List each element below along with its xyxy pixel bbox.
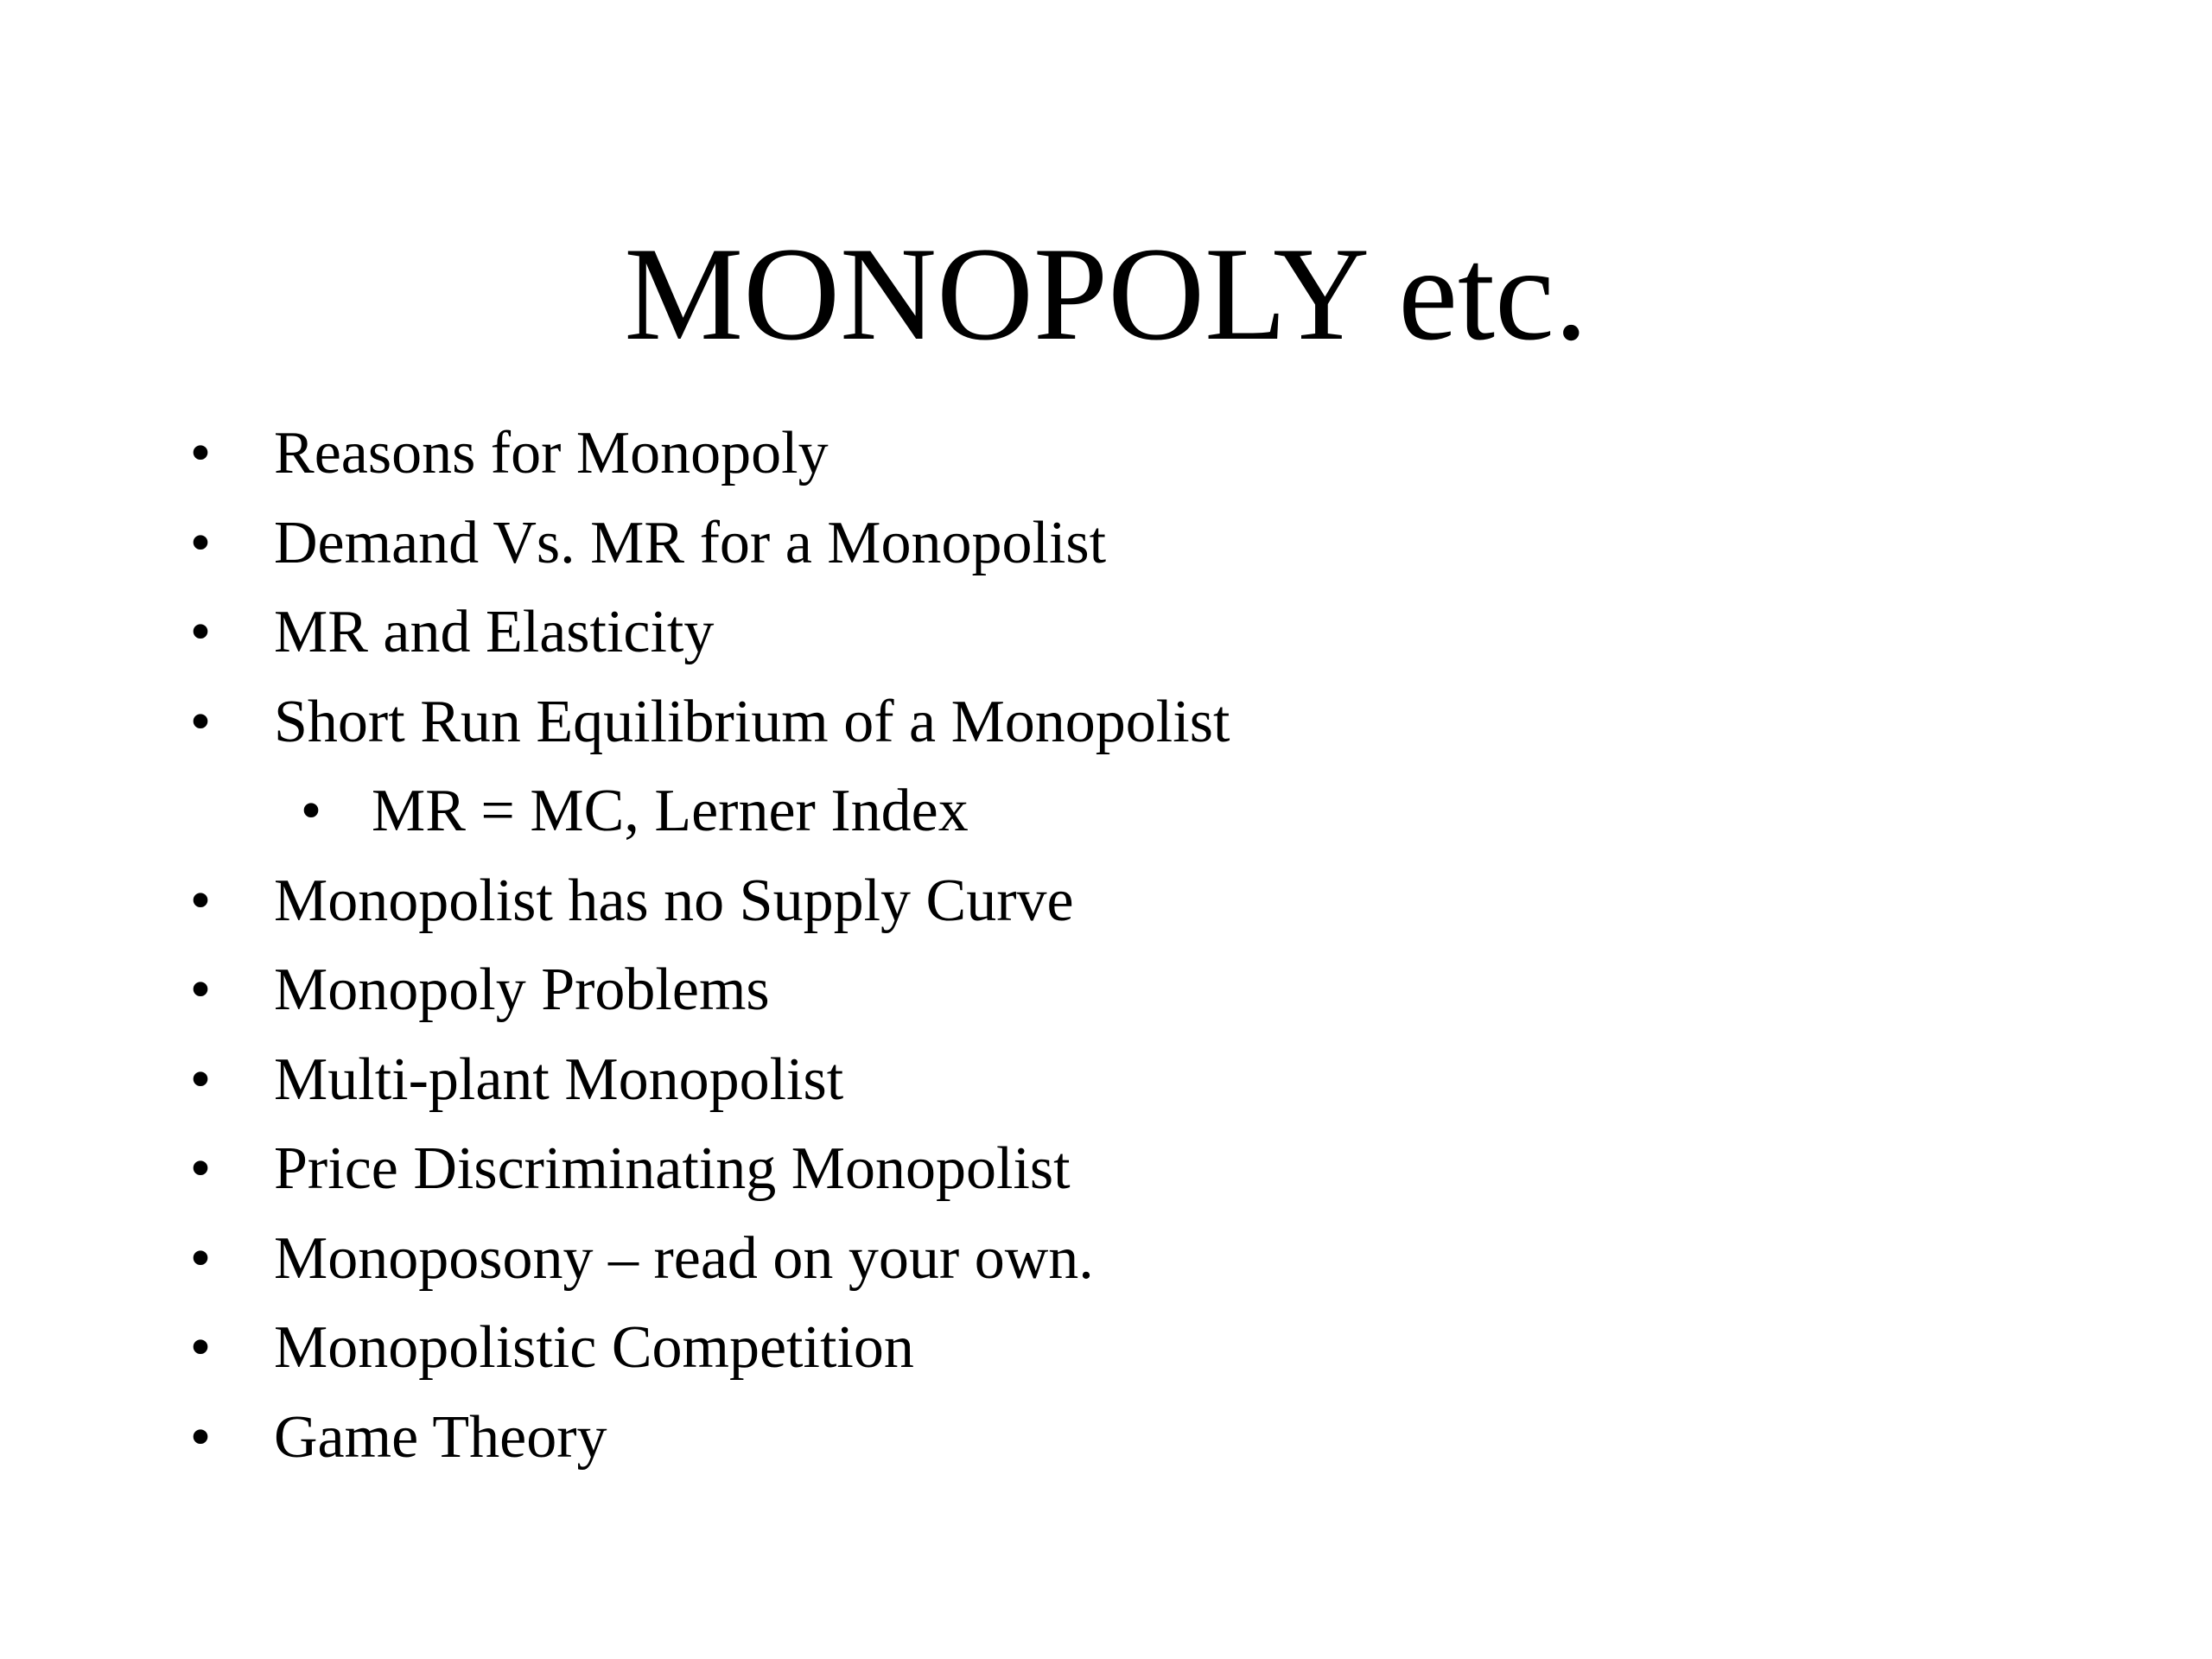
- bullet-text: Price Discriminating Monopolist: [274, 1135, 1071, 1202]
- bullet-icon: •: [189, 509, 212, 576]
- bullet-item-game-theory: [0, 1403, 2212, 1493]
- bullet-text: Monopolistic Competition: [274, 1314, 914, 1381]
- bullet-icon: •: [189, 1224, 212, 1292]
- bullet-item-no-supply-curve: [0, 867, 2212, 957]
- bullet-icon: •: [189, 420, 212, 486]
- bullet-item-monopoly-problems: [0, 956, 2212, 1046]
- bullet-text: Monoposony – read on your own.: [274, 1224, 1094, 1292]
- bullet-text: MR and Elasticity: [274, 599, 715, 665]
- bullet-icon: •: [189, 867, 212, 934]
- bullet-icon: •: [189, 957, 212, 1023]
- slide-title: MONOPOLY etc.: [624, 219, 1588, 368]
- bullet-item-multi-plant: [0, 1046, 2212, 1135]
- bullet-item-short-run-equilibrium: [0, 688, 2212, 778]
- bullet-icon: •: [189, 1046, 212, 1113]
- bullet-icon: •: [189, 1314, 212, 1381]
- bullet-text: Monopolist has no Supply Curve: [274, 867, 1074, 934]
- bullet-icon: •: [189, 688, 212, 755]
- bullet-text: Demand Vs. MR for a Monopolist: [274, 509, 1107, 576]
- bullet-item-price-discriminating: [0, 1135, 2212, 1224]
- bullet-icon: •: [189, 599, 212, 665]
- bullet-text: Multi-plant Monopolist: [274, 1046, 844, 1113]
- bullet-item-mr-and-elasticity: [0, 598, 2212, 688]
- bullet-text: Short Run Equilibrium of a Monopolist: [274, 688, 1230, 755]
- bullet-item-reasons-for-monopoly: [0, 419, 2212, 509]
- bullet-icon: •: [300, 778, 322, 844]
- bullet-item-demand-vs-mr: [0, 509, 2212, 599]
- sub-bullet-item-mr-mc-lerner: [0, 777, 2212, 867]
- bullet-item-monopolistic-competition: [0, 1313, 2212, 1403]
- bullet-list: [0, 419, 2212, 1492]
- bullet-item-monoposony: [0, 1224, 2212, 1314]
- bullet-icon: •: [189, 1135, 212, 1202]
- bullet-text: Reasons for Monopoly: [274, 420, 829, 486]
- bullet-text: Game Theory: [274, 1403, 607, 1471]
- bullet-text: Monopoly Problems: [274, 957, 770, 1023]
- bullet-text: MR = MC, Lerner Index: [372, 778, 969, 844]
- bullet-icon: •: [189, 1403, 212, 1471]
